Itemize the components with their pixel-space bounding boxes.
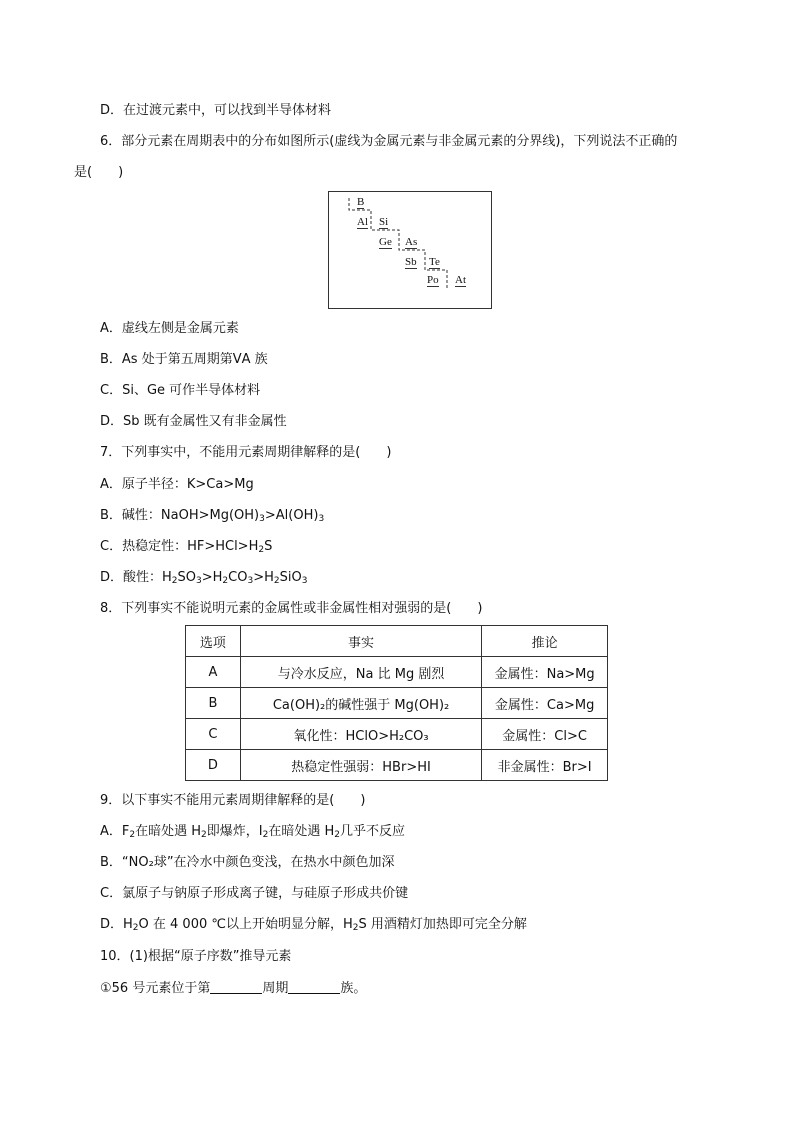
answer-blank[interactable] xyxy=(288,980,340,994)
q6-option-a: A．虚线左侧是金属元素 xyxy=(100,321,239,336)
q8-stem: 8．下列事实不能说明元素的金属性或非金属性相对强弱的是( ) xyxy=(100,601,483,616)
q9-option-d: D．$H_2O$ 在 4 000 ℃以上开始明显分解，$H_2S$ 用酒精灯加热即可完全分解 xyxy=(100,917,527,933)
table-cell: 非金属性：Br>I xyxy=(482,750,608,781)
table-cell: 热稳定性强弱：HBr>HI xyxy=(240,750,481,781)
q7-option-a: A．原子半径：K>Ca>Mg xyxy=(100,477,254,492)
table-cell: 氧化性：HClO>H₂CO₃ xyxy=(240,719,481,750)
q9-option-a: A．$F_2$在暗处遇 $H_2$即爆炸，$I_2$在暗处遇 $H_2$几乎不反应 xyxy=(100,824,406,840)
table-row xyxy=(186,750,608,781)
element-Sb: Sb xyxy=(405,256,417,268)
q7-option-c: C．热稳定性：$HF>HCl>H_2S$ xyxy=(100,539,273,555)
table-cell: A xyxy=(186,657,241,688)
q8-table xyxy=(185,625,608,781)
table-header: 事实 xyxy=(240,626,481,657)
q6-stem-cont: 是( ) xyxy=(74,165,124,180)
table-cell: 金属性：Na>Mg xyxy=(482,657,608,688)
table-cell: D xyxy=(186,750,241,781)
answer-blank[interactable] xyxy=(210,980,262,994)
table-row xyxy=(186,657,608,688)
table-row xyxy=(186,688,608,719)
table-header: 推论 xyxy=(482,626,608,657)
element-B: B xyxy=(357,196,365,208)
table-header: 选项 xyxy=(186,626,241,657)
q9-stem: 9．以下事实不能用元素周期律解释的是( ) xyxy=(100,793,366,808)
table-row xyxy=(186,719,608,750)
element-Al: Al xyxy=(357,216,368,228)
table-cell: 金属性：Ca>Mg xyxy=(482,688,608,719)
q6-stem: 6．部分元素在周期表中的分布如图所示(虚线为金属元素与非金属元素的分界线)，下列说法不正确的 xyxy=(100,134,678,149)
q9-option-c: C．氯原子与钠原子形成离子键，与硅原子形成共价键 xyxy=(100,886,409,901)
q6-option-d: D．Sb 既有金属性又有非金属性 xyxy=(100,414,287,429)
table-cell: 金属性：Cl>C xyxy=(482,719,608,750)
element-As: As xyxy=(405,236,418,248)
q5-option-d: D．在过渡元素中，可以找到半导体材料 xyxy=(100,103,332,118)
table-cell: 与冷水反应，Na 比 Mg 剧烈 xyxy=(240,657,481,688)
boundary-dashed-line xyxy=(329,192,493,310)
element-At: At xyxy=(455,274,466,286)
table-cell: C xyxy=(186,719,241,750)
periodic-table-figure xyxy=(328,191,492,309)
q7-option-d: D．酸性：$H_2SO_3>H_2CO_3>H_2SiO_3$ xyxy=(100,570,308,586)
q6-option-b: B．As 处于第五周期第ⅤA 族 xyxy=(100,352,268,367)
element-Te: Te xyxy=(429,256,440,268)
q10-stem: 10．(1)根据“原子序数”推导元素 xyxy=(100,949,292,964)
table-cell: Ca(OH)₂的碱性强于 Mg(OH)₂ xyxy=(240,688,481,719)
table-cell: B xyxy=(186,688,241,719)
q6-option-c: C．Si、Ge 可作半导体材料 xyxy=(100,383,261,398)
table-header-row xyxy=(186,626,608,657)
element-Ge: Ge xyxy=(379,236,392,248)
element-Po: Po xyxy=(427,274,439,286)
q7-option-b: B．碱性：$NaOH>Mg(OH)_3>Al(OH)_3$ xyxy=(100,508,325,524)
q10-part-1: ①56 号元素位于第 周期 族。 xyxy=(100,981,367,996)
q9-option-b: B．“NO₂球”在冷水中颜色变浅，在热水中颜色加深 xyxy=(100,855,395,870)
element-Si: Si xyxy=(379,216,389,228)
q7-stem: 7．下列事实中，不能用元素周期律解释的是( ) xyxy=(100,445,392,460)
